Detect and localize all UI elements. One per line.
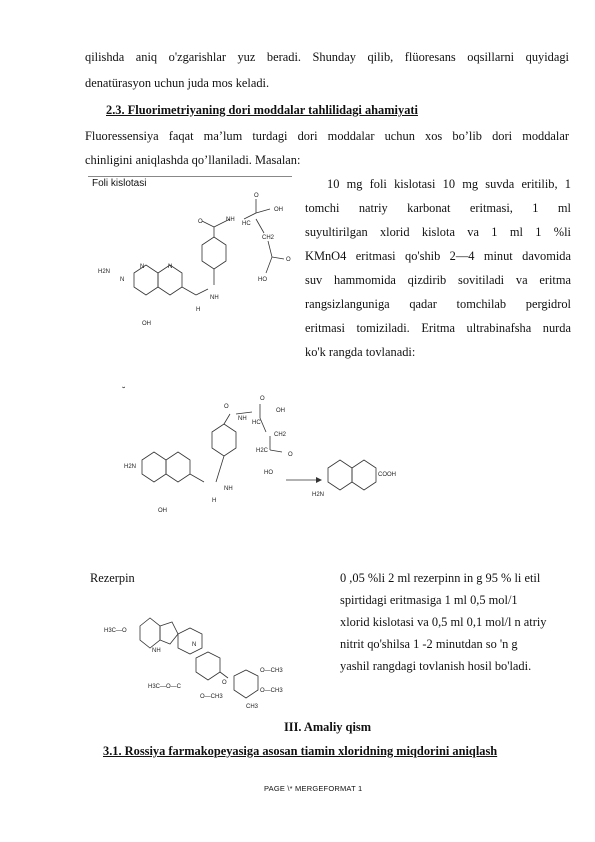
ch3-label: CH3 [246,704,259,710]
h-label: H [196,307,201,313]
o-label: O [286,257,291,263]
n-label: N [140,264,145,270]
hc-label: HC [242,221,251,227]
o-label: O [254,193,259,199]
small-mark: ˘ [122,386,126,397]
folic-label: Foli kislotasi [92,178,147,189]
o-label: O [224,404,229,410]
rezerpin-description [340,571,547,681]
oh-label: OH [142,321,151,327]
folic-line: 10 mg foli kislotasi 10 mg suvda eritilib, 1 [327,177,571,191]
folic-line: rangsizlanguniga qadar tomchilab pergidrol [305,297,571,311]
o-label: O [260,396,265,402]
nh-label: NH [210,295,219,301]
nh-label: NH [226,217,235,223]
page-footer: PAGE \* MERGEFORMAT 1 [264,784,363,793]
n-label: N [168,264,173,270]
rezerpin-label: Rezerpin [90,571,135,585]
rezerpin-line: xlorid kislotasi va 0,5 ml 0,1 mol/l n atriy [340,615,547,629]
nh-label: NH [238,416,247,422]
rezerpin-line: yashil rangdagi tovlanish hosil bo'ladi. [340,659,532,673]
h-label: H [212,498,217,504]
folic-line: KMnO4 eritmasi qo'shib 2—4 minut davomida [305,249,571,263]
intro-line-2: denatürasyon uchun juda mos keladi. [85,76,270,90]
section-line-2: chinligini aniqlashda qo’llaniladi. Masalan: [85,153,301,167]
folic-line: suv hammomida qizdirib sovitiladi va eritma [305,273,571,287]
section-heading: 2.3. Fluorimetriyaning dori moddalar tahlilidagi ahamiyati [106,103,418,117]
ho-label: HO [264,470,273,476]
h2n-label: H2N [312,492,325,498]
intro-line-1: qilishda aniq o'zgarishlar yuz beradi. Shunday qilib, flüoresans oqsillarni quyidagi [85,50,569,64]
h2c-label: H2C [256,448,269,454]
cooh-label: COOH [378,472,396,478]
oh-label: OH [274,207,283,213]
rezerpin-line: 0 ,05 %li 2 ml rezerpinn in g 95 % li etil [340,571,541,585]
ch2-label: CH2 [262,235,275,241]
h2n-label: H2N [98,269,111,275]
hc-label: HC [252,420,261,426]
h3c-o-c-label: H3C—O—C [148,684,182,690]
n-label: N [120,277,125,283]
nh-label: NH [152,648,161,654]
ho-label: HO [258,277,267,283]
h2n-label: H2N [124,464,137,470]
n-label: N [192,642,197,648]
section-line-1: Fluoressensiya faqat ma’lum turdagi dori moddalar uchun xos bo’lib dori moddalar [85,129,569,143]
o-label: O [222,680,227,686]
rezerpin-structure [104,608,314,708]
nh-label: NH [224,486,233,492]
folic-description [305,177,571,369]
och3-label: O—CH3 [200,694,223,700]
h3co-label: H3C—O [104,628,127,634]
oh-label: OH [158,508,167,514]
part-subheading: 3.1. Rossiya farmakopeyasiga asosan tiamin xloridning miqdorini aniqlash [103,744,498,758]
folic-line: tomchi natriy karbonat eritmasi, 1 ml [305,201,571,215]
och3-label: O—CH3 [260,688,283,694]
ch2-label: CH2 [274,432,287,438]
folic-line: ko'k rangda tovlanadi: [305,345,416,359]
folic-line: suyultirilgan xlorid kislota va 1 ml 1 %li [305,225,571,239]
o-label: O [198,219,203,225]
folic-label-rule [88,176,292,177]
rezerpin-line: spirtidagi eritmasiga 1 ml 0,5 mol/1 [340,593,518,607]
folic-reaction-scheme [120,392,420,522]
rezerpin-line: nitrit qo'shilsa 1 -2 minutdan so 'n g [340,637,518,651]
o-label: O [288,452,293,458]
part-heading: III. Amaliy qism [283,720,372,734]
oh-label: OH [276,408,285,414]
folic-acid-structure [92,185,302,345]
folic-line: eritmasi tomiziladi. Eritma ultrabinafsha nurda [305,321,571,335]
och3-label: O—CH3 [260,668,283,674]
